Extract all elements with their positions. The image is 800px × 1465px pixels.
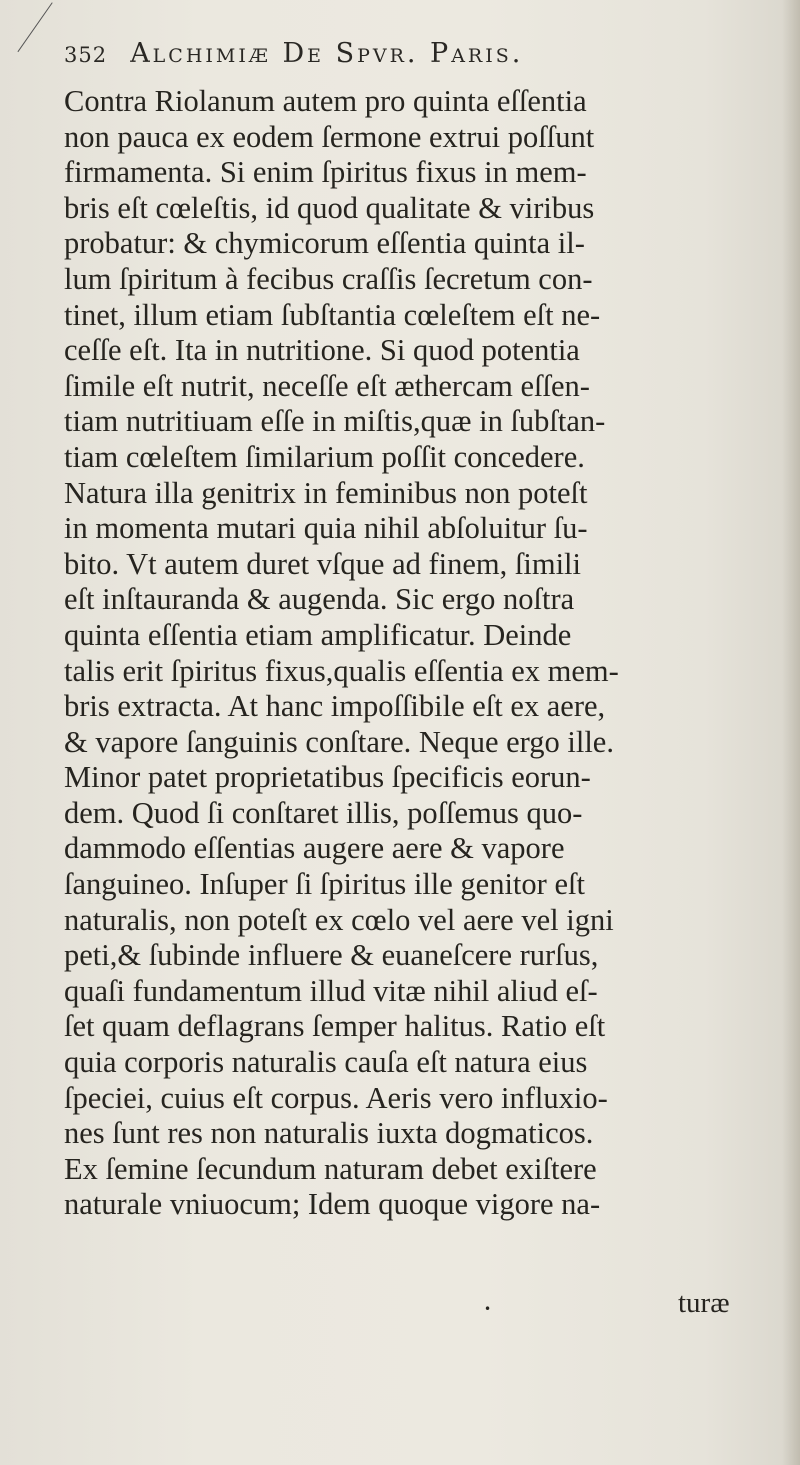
text-line: ceſſe eſt. Ita in nutritione. Si quod potentia	[64, 333, 580, 368]
text-line: nes ſunt res non naturalis iuxta dogmaticos.	[64, 1116, 594, 1151]
text-line: Contra Riolanum autem pro quinta eſſentia	[64, 84, 587, 118]
text-line: peti,& ſubinde influere & euaneſcere rurſus,	[64, 938, 599, 973]
text-line: naturale vniuocum; Idem quoque vigore na-	[64, 1187, 601, 1222]
page-header	[64, 38, 764, 78]
text-line: bito. Vt autem duret vſque ad finem, ſimili	[64, 546, 581, 581]
body-text	[64, 84, 774, 1223]
text-line: quia corporis naturalis cauſa eſt natura eius	[64, 1045, 588, 1080]
text-line: ſanguineo. Inſuper ſi ſpiritus ille genitor eſt	[64, 867, 585, 902]
catchword: turæ	[678, 1287, 730, 1319]
text-line: ſet quam deflagrans ſemper halitus. Ratio eſt	[64, 1009, 606, 1044]
text-line: dammodo eſſentias augere aere & vapore	[64, 831, 565, 866]
text-line: dem. Quod ſi conſtaret illis, poſſemus quo-	[64, 795, 583, 830]
text-line: & vapore ſanguinis conſtare. Neque ergo ille.	[64, 724, 614, 759]
text-line: bris extracta. At hanc impoſſibile eſt ex aere,	[64, 689, 606, 724]
text-line: quinta eſſentia etiam amplificatur. Deinde	[64, 617, 572, 652]
page-number: 352	[64, 43, 108, 67]
text-line: Natura illa genitrix in feminibus non poteſt	[64, 475, 588, 510]
ink-dot: •	[484, 1302, 492, 1316]
text-line: lum ſpiritum à fecibus craſſis ſecretum con-	[64, 261, 593, 296]
text-line: bris eſt cœleſtis, id quod qualitate & viribus	[64, 190, 595, 225]
text-line: naturalis, non poteſt ex cœlo vel aere vel igni	[64, 902, 614, 937]
text-line: non pauca ex eodem ſermone extrui poſſunt	[64, 119, 595, 154]
page-edge-shadow	[782, 0, 800, 1465]
text-line: probatur: & chymicorum eſſentia quinta il-	[64, 226, 585, 261]
text-line: Minor patet proprietatibus ſpecificis eorun-	[64, 760, 591, 795]
text-line: tinet, illum etiam ſubſtantia cœleſtem eſt ne-	[64, 297, 601, 332]
text-line: talis erit ſpiritus fixus,qualis eſſentia ex mem-	[64, 653, 619, 688]
text-line: tiam cœleſtem ſimilarium poſſit concedere.	[64, 439, 585, 474]
text-line: eſt inſtauranda & augenda. Sic ergo noſtra	[64, 582, 575, 617]
text-line: tiam nutritiuam eſſe in miſtis,quæ in ſubſtan-	[64, 404, 606, 439]
text-line: Ex ſemine ſecundum naturam debet exiſtere	[64, 1151, 597, 1186]
page-fold-mark	[0, 0, 53, 52]
running-title: Alchimiæ De Spvr. Paris.	[130, 38, 524, 69]
text-line: ſpeciei, cuius eſt corpus. Aeris vero influxio-	[64, 1080, 608, 1115]
text-line: in momenta mutari quia nihil abſoluitur ſu-	[64, 511, 588, 546]
text-line: firmamenta. Si enim ſpiritus fixus in mem-	[64, 155, 587, 190]
text-line: ſimile eſt nutrit, neceſſe eſt æthercam eſſen-	[64, 368, 590, 403]
text-line: quaſi fundamentum illud vitæ nihil aliud eſ-	[64, 973, 598, 1008]
